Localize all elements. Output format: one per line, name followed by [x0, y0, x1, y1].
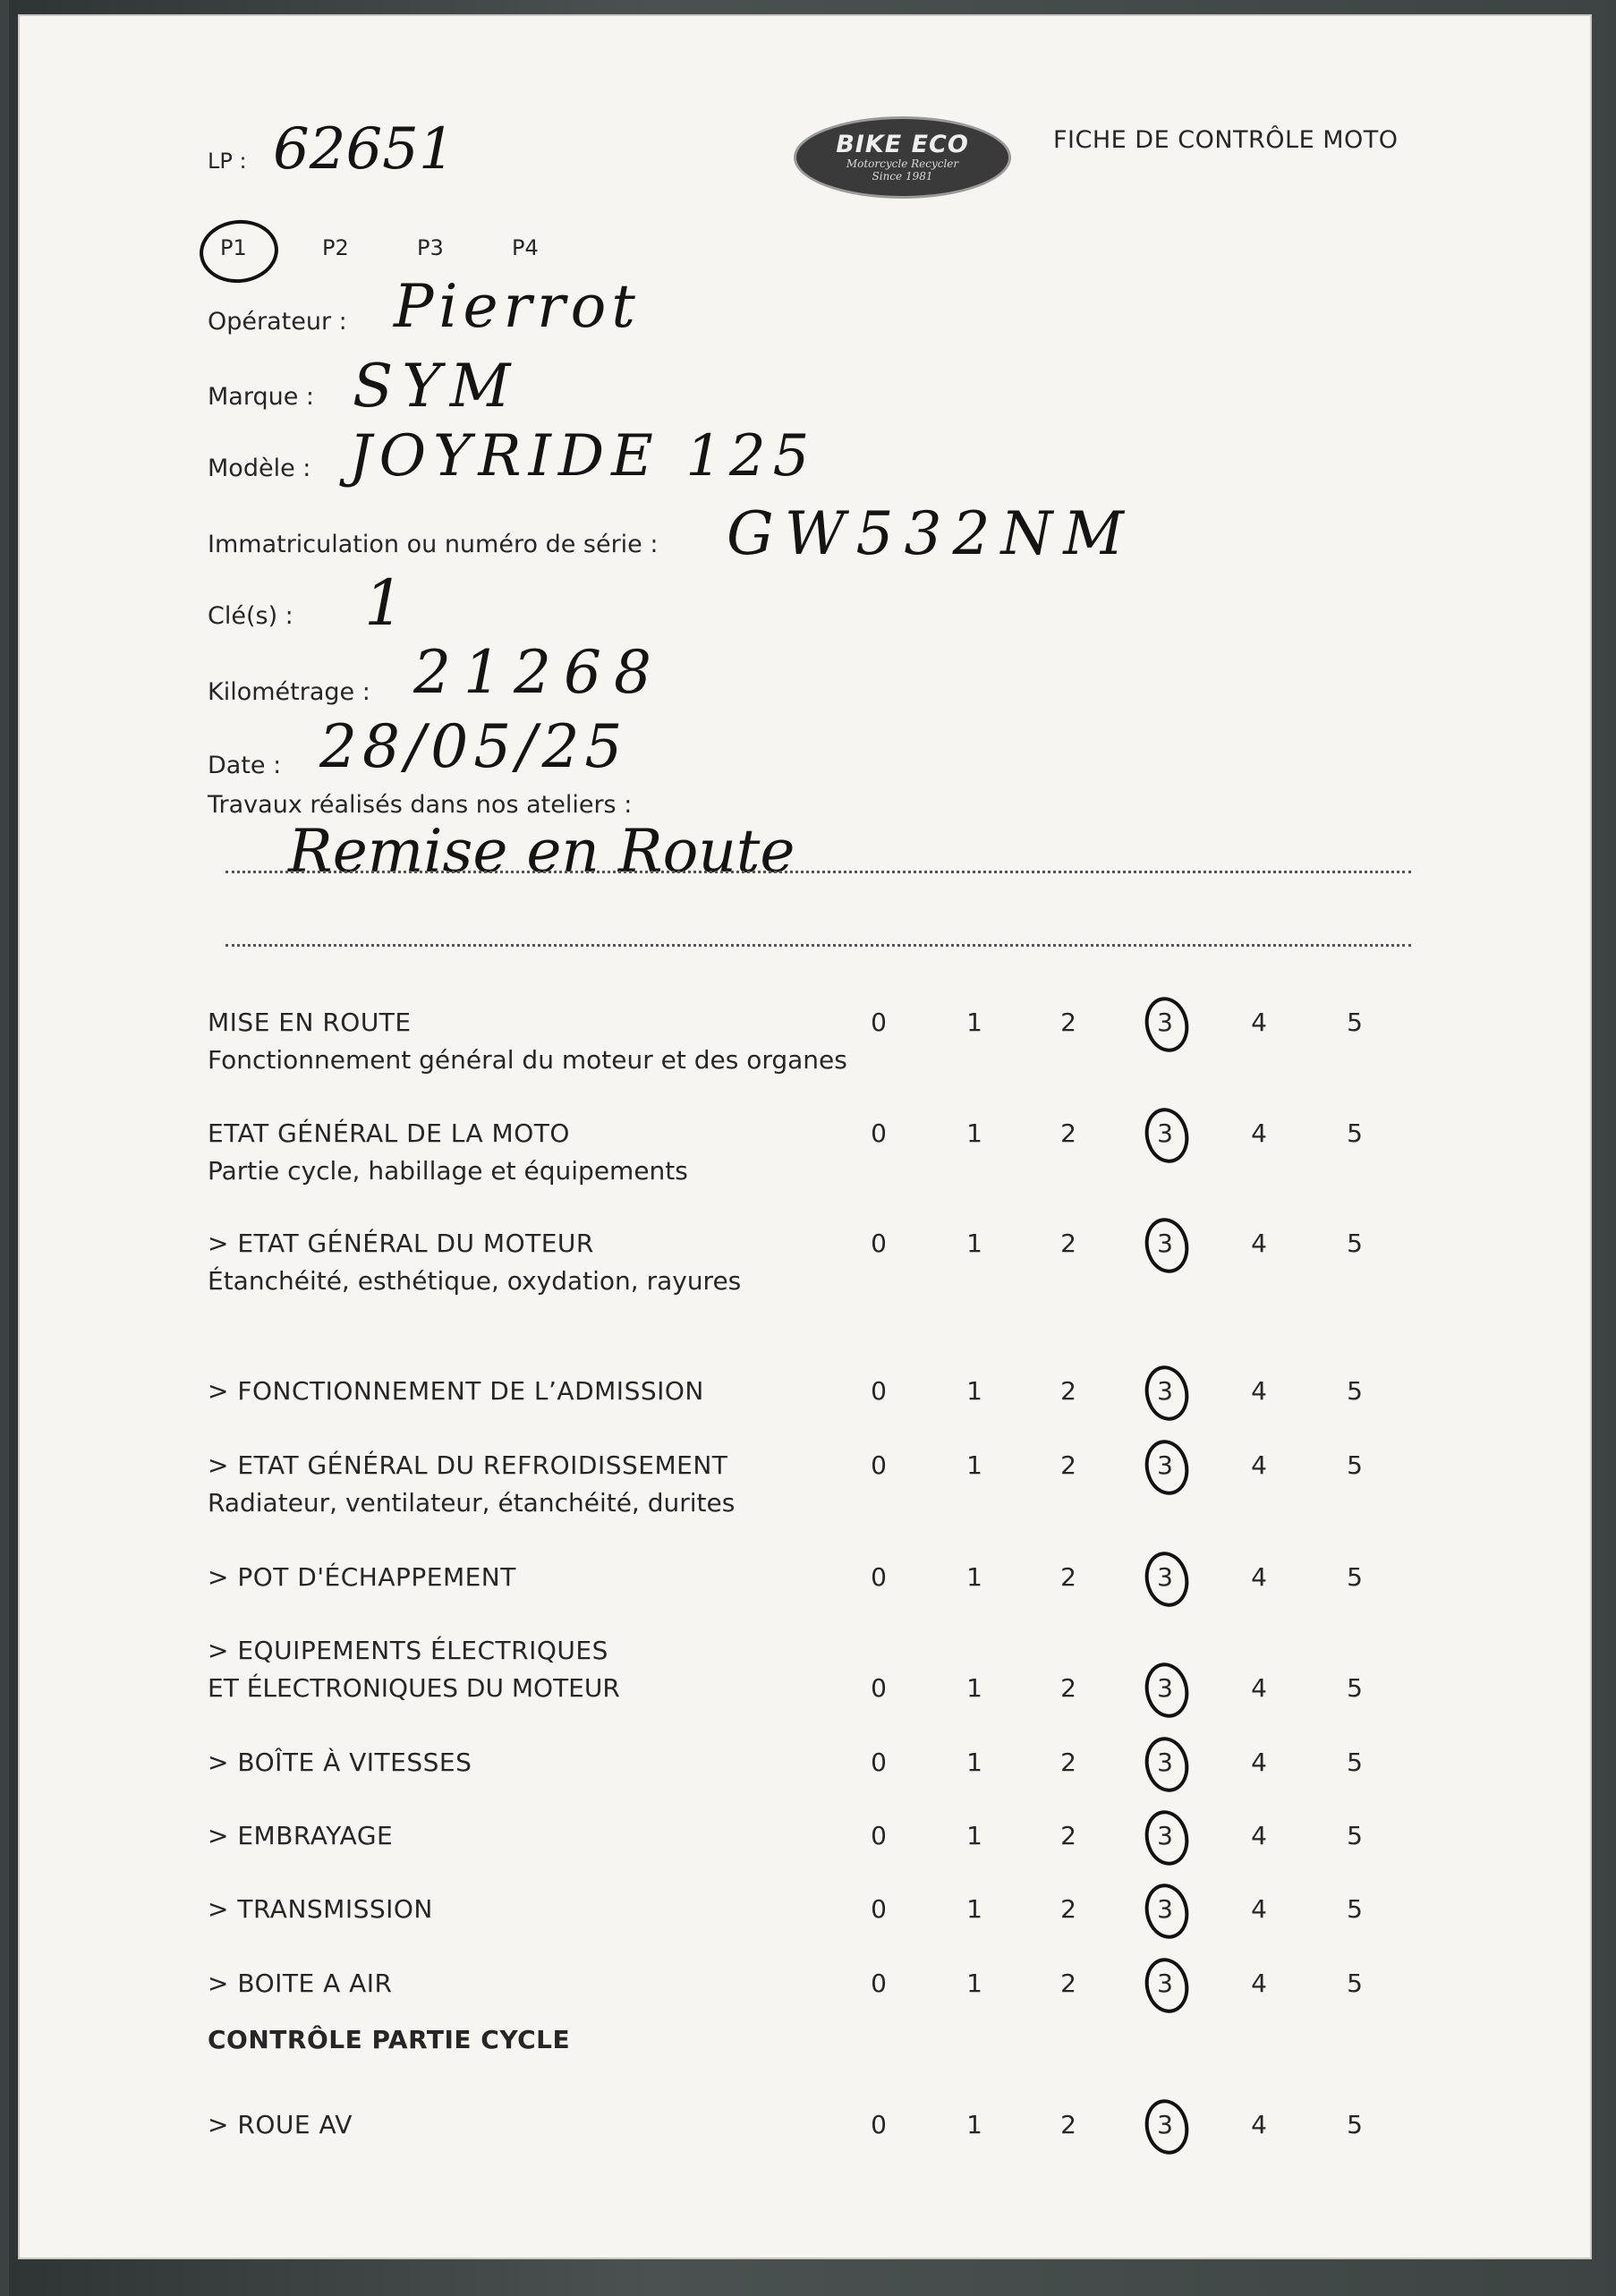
lp-value: 62651	[273, 116, 455, 183]
score-option-1[interactable]: 1	[966, 1748, 982, 1777]
check-title: ETAT GÉNÉRAL DE LA MOTO	[208, 1118, 570, 1148]
score-option-1[interactable]: 1	[966, 1673, 982, 1703]
score-option-1[interactable]: 1	[966, 1450, 982, 1480]
marque-value: SYM	[353, 352, 520, 421]
score-option-4[interactable]: 4	[1251, 1894, 1267, 1924]
cles-value: 1	[364, 566, 404, 640]
check-title: > BOÎTE À VITESSES	[208, 1748, 472, 1777]
check-title: > TRANSMISSION	[208, 1894, 433, 1924]
selected-score-circle	[1140, 1659, 1194, 1722]
operateur-value: Pierrot	[394, 272, 641, 341]
selected-score-circle	[1140, 1362, 1194, 1425]
score-option-3[interactable]: 3	[1157, 1821, 1173, 1850]
score-option-1[interactable]: 1	[966, 1894, 982, 1924]
score-option-3[interactable]: 3	[1157, 1748, 1173, 1777]
score-option-2[interactable]: 2	[1060, 1450, 1076, 1480]
logo-name: BIKE ECO	[836, 131, 969, 158]
selected-score-circle	[1140, 2096, 1194, 2159]
sheet-title: FICHE DE CONTRÔLE MOTO	[1053, 126, 1399, 154]
check-title: > ETAT GÉNÉRAL DU MOTEUR	[208, 1229, 594, 1258]
score-option-0[interactable]: 0	[871, 1376, 887, 1406]
score-option-0[interactable]: 0	[871, 1894, 887, 1924]
score-option-0[interactable]: 0	[871, 1673, 887, 1703]
section-heading-partie-cycle: CONTRÔLE PARTIE CYCLE	[208, 2025, 571, 2054]
score-option-2[interactable]: 2	[1060, 1894, 1076, 1924]
score-option-4[interactable]: 4	[1251, 2110, 1267, 2139]
score-option-2[interactable]: 2	[1060, 1748, 1076, 1777]
score-option-2[interactable]: 2	[1060, 1821, 1076, 1850]
bike-eco-logo	[794, 116, 1011, 199]
score-option-4[interactable]: 4	[1251, 1748, 1267, 1777]
cles-label: Clé(s) :	[208, 602, 293, 630]
score-option-3[interactable]: 3	[1157, 1969, 1173, 1998]
score-option-3[interactable]: 3	[1157, 1118, 1173, 1148]
score-option-4[interactable]: 4	[1251, 1229, 1267, 1258]
score-option-0[interactable]: 0	[871, 2110, 887, 2139]
selected-score-circle	[1140, 1436, 1194, 1500]
score-option-5[interactable]: 5	[1347, 1748, 1363, 1777]
selected-score-circle	[1140, 1548, 1194, 1611]
score-option-3[interactable]: 3	[1157, 1894, 1173, 1924]
check-subtitle: ET ÉLECTRONIQUES DU MOTEUR	[208, 1673, 620, 1703]
check-title: > ETAT GÉNÉRAL DU REFROIDISSEMENT	[208, 1450, 728, 1480]
modele-value: JOYRIDE 125	[349, 423, 817, 489]
score-option-5[interactable]: 5	[1347, 1894, 1363, 1924]
immatriculation-label: Immatriculation ou numéro de série :	[208, 531, 659, 558]
score-option-3[interactable]: 3	[1157, 1673, 1173, 1703]
check-subtitle: Radiateur, ventilateur, étanchéité, durites	[208, 1488, 736, 1518]
score-option-2[interactable]: 2	[1060, 1229, 1076, 1258]
check-subtitle: Étanchéité, esthétique, oxydation, rayures	[208, 1266, 742, 1296]
score-option-5[interactable]: 5	[1347, 1118, 1363, 1148]
check-title: > ROUE AV	[208, 2110, 353, 2139]
score-option-3[interactable]: 3	[1157, 1562, 1173, 1592]
score-option-4[interactable]: 4	[1251, 1008, 1267, 1037]
selected-score-circle	[1140, 1807, 1194, 1870]
score-option-5[interactable]: 5	[1347, 1673, 1363, 1703]
operateur-label: Opérateur :	[208, 308, 347, 336]
score-option-4[interactable]: 4	[1251, 1969, 1267, 1998]
score-option-2[interactable]: 2	[1060, 1969, 1076, 1998]
position-p4: P4	[512, 235, 539, 260]
travaux-label: Travaux réalisés dans nos ateliers :	[208, 791, 633, 819]
kilometrage-value: 21268	[413, 638, 664, 707]
score-option-5[interactable]: 5	[1347, 1376, 1363, 1406]
selected-score-circle	[1140, 1104, 1194, 1168]
score-option-5[interactable]: 5	[1347, 1008, 1363, 1037]
score-option-5[interactable]: 5	[1347, 1229, 1363, 1258]
score-option-1[interactable]: 1	[966, 1376, 982, 1406]
travaux-value: Remise en Route	[288, 817, 795, 886]
position-p2: P2	[322, 235, 349, 260]
score-option-2[interactable]: 2	[1060, 1673, 1076, 1703]
travaux-line-1	[225, 871, 1411, 873]
check-subtitle: Fonctionnement général du moteur et des organes	[208, 1045, 847, 1075]
score-option-4[interactable]: 4	[1251, 1450, 1267, 1480]
position-p3: P3	[417, 235, 444, 260]
date-label: Date :	[208, 752, 282, 779]
score-option-4[interactable]: 4	[1251, 1673, 1267, 1703]
score-option-4[interactable]: 4	[1251, 1376, 1267, 1406]
score-option-5[interactable]: 5	[1347, 1969, 1363, 1998]
selected-score-circle	[1140, 1880, 1194, 1943]
score-option-0[interactable]: 0	[871, 1748, 887, 1777]
score-option-5[interactable]: 5	[1347, 1821, 1363, 1850]
check-title: > POT D'ÉCHAPPEMENT	[208, 1562, 516, 1592]
selected-score-circle	[1140, 1214, 1194, 1278]
immatriculation-value: GW532NM	[727, 499, 1135, 568]
check-title: > FONCTIONNEMENT DE L’ADMISSION	[208, 1376, 704, 1406]
score-option-3[interactable]: 3	[1157, 1229, 1173, 1258]
score-option-0[interactable]: 0	[871, 1229, 887, 1258]
travaux-line-2	[225, 944, 1411, 947]
control-sheet	[20, 16, 1590, 2258]
check-title: > EMBRAYAGE	[208, 1821, 394, 1850]
score-option-1[interactable]: 1	[966, 1821, 982, 1850]
score-option-0[interactable]: 0	[871, 1821, 887, 1850]
logo-since: Since 1981	[872, 170, 933, 183]
lp-label: LP :	[208, 149, 247, 174]
score-option-0[interactable]: 0	[871, 1008, 887, 1037]
selected-score-circle	[1140, 1733, 1194, 1797]
score-option-2[interactable]: 2	[1060, 2110, 1076, 2139]
score-option-0[interactable]: 0	[871, 1118, 887, 1148]
score-option-5[interactable]: 5	[1347, 1450, 1363, 1480]
score-option-2[interactable]: 2	[1060, 1376, 1076, 1406]
logo-tagline: Motorcycle Recycler	[846, 157, 959, 170]
score-option-1[interactable]: 1	[966, 2110, 982, 2139]
position-p1: P1	[220, 235, 247, 260]
selected-score-circle	[1140, 1954, 1194, 2018]
score-option-1[interactable]: 1	[966, 1969, 982, 1998]
score-option-3[interactable]: 3	[1157, 1008, 1173, 1037]
score-option-3[interactable]: 3	[1157, 1376, 1173, 1406]
kilometrage-label: Kilométrage :	[208, 678, 370, 706]
score-option-1[interactable]: 1	[966, 1562, 982, 1592]
score-option-2[interactable]: 2	[1060, 1562, 1076, 1592]
score-option-2[interactable]: 2	[1060, 1118, 1076, 1148]
selected-score-circle	[1140, 993, 1194, 1057]
score-option-1[interactable]: 1	[966, 1229, 982, 1258]
date-value: 28/05/25	[319, 712, 628, 781]
score-option-5[interactable]: 5	[1347, 1562, 1363, 1592]
score-option-1[interactable]: 1	[966, 1008, 982, 1037]
check-title: MISE EN ROUTE	[208, 1008, 412, 1037]
score-option-3[interactable]: 3	[1157, 2110, 1173, 2139]
score-option-0[interactable]: 0	[871, 1562, 887, 1592]
score-option-0[interactable]: 0	[871, 1969, 887, 1998]
score-option-1[interactable]: 1	[966, 1118, 982, 1148]
score-option-2[interactable]: 2	[1060, 1008, 1076, 1037]
check-subtitle: Partie cycle, habillage et équipements	[208, 1156, 688, 1186]
score-option-4[interactable]: 4	[1251, 1562, 1267, 1592]
marque-label: Marque :	[208, 383, 315, 411]
check-title: > BOITE A AIR	[208, 1969, 393, 1998]
score-option-4[interactable]: 4	[1251, 1821, 1267, 1850]
modele-label: Modèle :	[208, 455, 311, 482]
score-option-3[interactable]: 3	[1157, 1450, 1173, 1480]
check-title: > EQUIPEMENTS ÉLECTRIQUES	[208, 1636, 608, 1665]
score-option-0[interactable]: 0	[871, 1450, 887, 1480]
score-option-5[interactable]: 5	[1347, 2110, 1363, 2139]
score-option-4[interactable]: 4	[1251, 1118, 1267, 1148]
